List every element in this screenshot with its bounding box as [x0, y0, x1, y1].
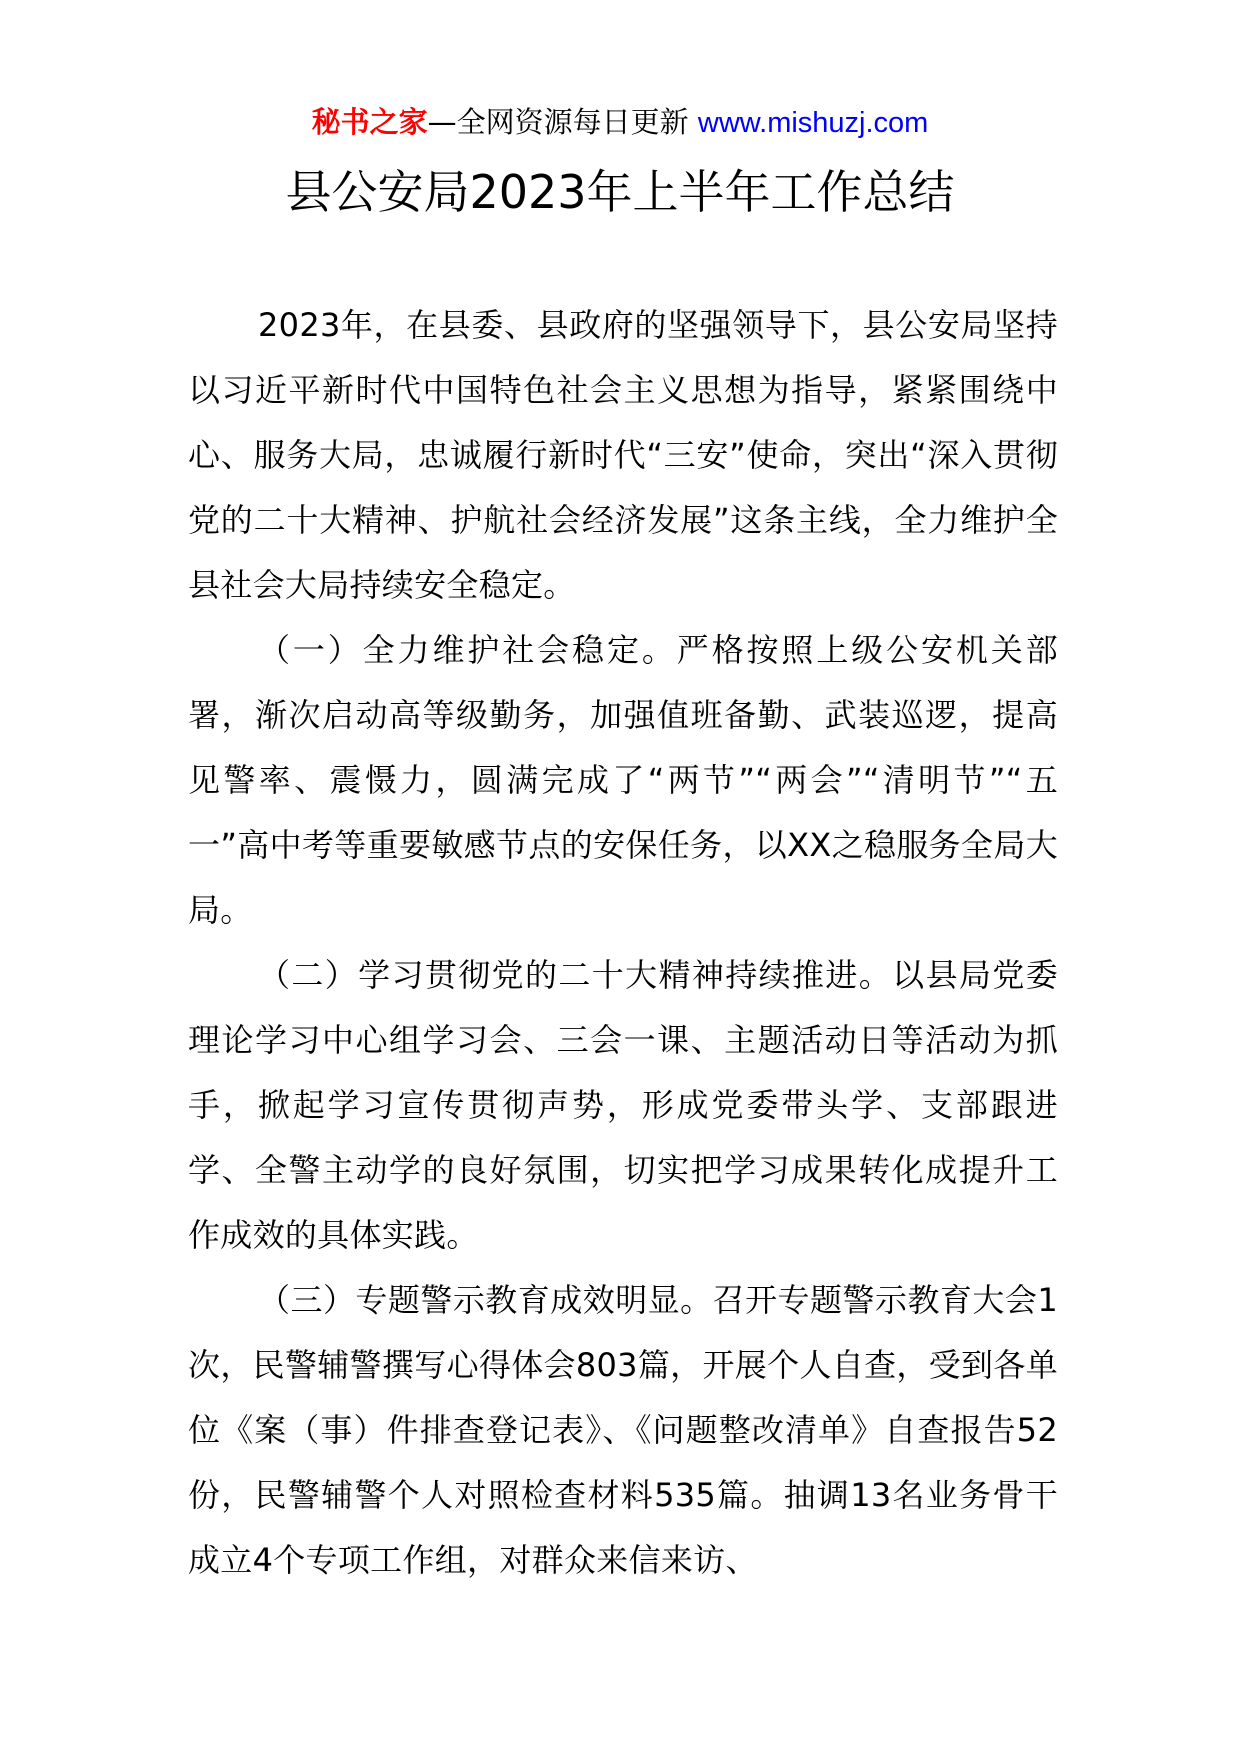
site-url-link[interactable]: www.mishuzj.com	[697, 107, 929, 139]
header-slogan: —全网资源每日更新	[427, 105, 689, 139]
document-body	[188, 293, 1058, 1593]
paragraph-section-3: （三）专题警示教育成效明显。召开专题警示教育大会1次，民警辅警撰写心得体会803篇，开展个人自查，受到各单位《案（事）件排查登记表》、《问题整改清单》自查报告52份，民警辅警个人对照检查材料535篇。抽调13名业务骨干成立4个专项工作组，对群众来信来访、	[188, 1281, 1058, 1579]
document-title: 县公安局2023年上半年工作总结	[285, 165, 955, 219]
paragraph-section-2: （二）学习贯彻党的二十大精神持续推进。以县局党委理论学习中心组学习会、三会一课、主题活动日等活动为抓手，掀起学习宣传贯彻声势，形成党委带头学、支部跟进学、全警主动学的良好氛围，切实把学习成果转化成提升工作成效的具体实践。	[188, 956, 1058, 1254]
paragraph-section-1: （一）全力维护社会稳定。严格按照上级公安机关部署，渐次启动高等级勤务，加强值班备勤、武装巡逻，提高见警率、震慑力，圆满完成了“两节”“两会”“清明节”“五一”高中考等重要敏感节点的安保任务，以XX之稳服务全局大局。	[188, 631, 1058, 929]
brand-name: 秘书之家	[311, 105, 428, 139]
paragraph-intro: 2023年，在县委、县政府的坚强领导下，县公安局坚持以习近平新时代中国特色社会主义思想为指导，紧紧围绕中心、服务大局，忠诚履行新时代“三安”使命，突出“深入贯彻党的二十大精神、护航社会经济发展”这条主线，全力维护全县社会大局持续安全稳定。	[188, 306, 1058, 604]
site-header	[0, 102, 1240, 143]
